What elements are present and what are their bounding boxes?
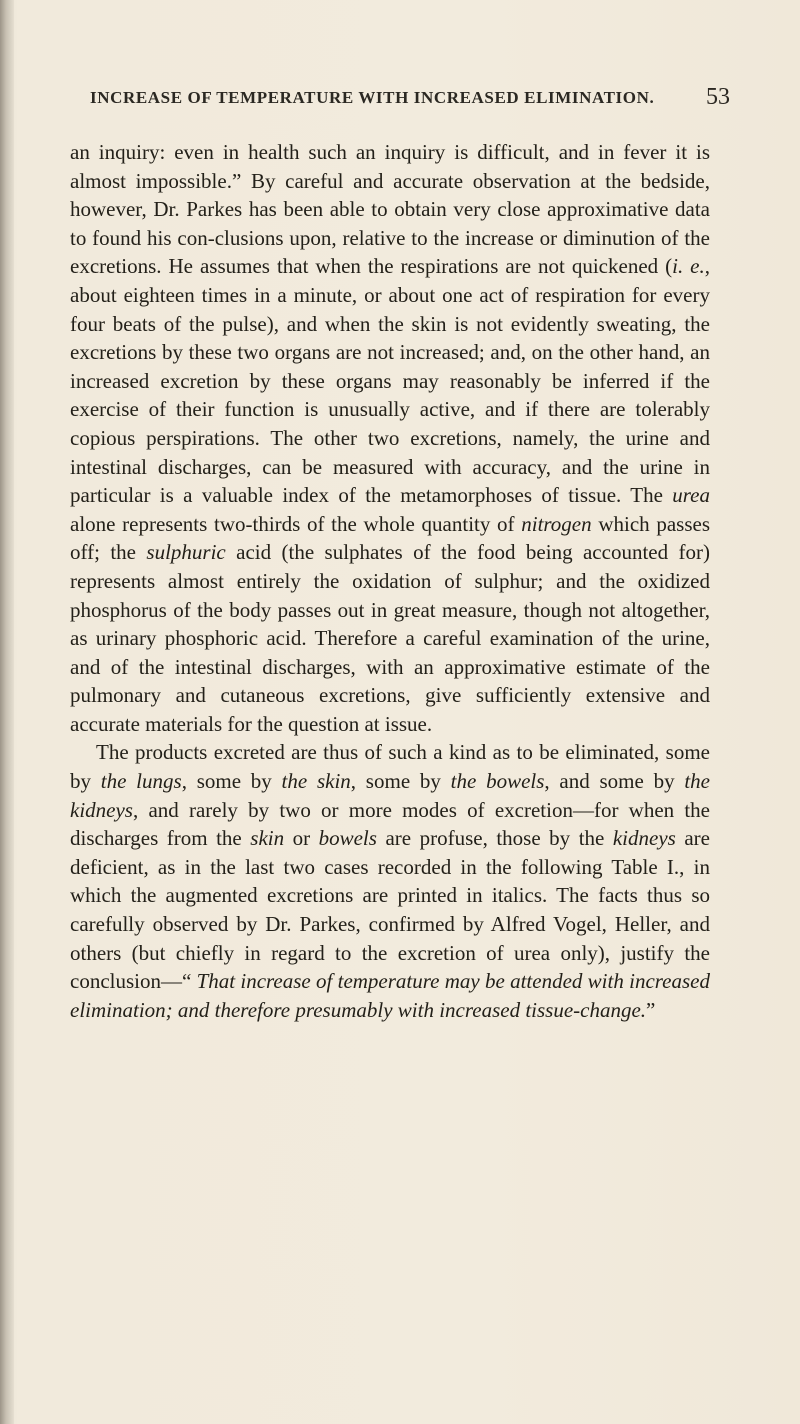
italic-text: nitrogen: [521, 511, 592, 536]
italic-text: sulphuric: [146, 540, 226, 565]
body-text: [70, 138, 710, 1024]
text-run: alone represents two-thirds of the whole quantity of: [70, 511, 522, 536]
paragraph: [70, 738, 710, 1024]
text-run: or: [284, 826, 319, 851]
italic-text: skin: [250, 826, 285, 851]
italic-text: the skin: [281, 769, 351, 794]
italic-text: the bowels: [450, 769, 545, 794]
text-run: , and some by: [544, 769, 685, 794]
running-head: INCREASE OF TEMPERATURE WITH INCREASED ELIMINATION.: [90, 88, 655, 107]
text-run: , about eighteen times in a minute, or about one act of respiration for every four beats of the pulse), and when the skin is not evidently sweating, the excretions by these two organs are not increased; and, on the other hand, an increased excretion by these organs may reasonably be inferred if the exercise of their function is unusually active, and if there are tolerably copious perspirations. The other two excretions, namely, the urine and intestinal discharges, can be measured with accuracy, and the urine in particular is a valuable index of the metamorphoses of tissue. The: [70, 254, 710, 508]
italic-text: the kidneys: [70, 769, 710, 822]
page-header: [90, 80, 730, 120]
paragraph: [70, 138, 710, 738]
italic-text: kidneys: [612, 826, 676, 851]
text-run: are profuse, those by the: [376, 826, 613, 851]
text-run: which passes off; the: [70, 511, 711, 565]
text-run: , some by: [181, 769, 282, 794]
page-binding-edge: [0, 0, 14, 1424]
italic-text: bowels: [318, 826, 377, 851]
text-run: , some by: [350, 769, 451, 794]
italic-text: i. e.: [672, 254, 705, 279]
italic-text: the lungs: [100, 769, 182, 794]
italic-text: urea: [672, 483, 710, 508]
text-run: acid (the sulphates of the food being accounted for) represents almost entirely the oxidation of sulphur; and the oxidized phosphorus of the body passes out in great measure, though not altogether, as urinary phosphoric acid. Therefore a careful examination of the urine, and of the intestinal discharges, with an approximative estimate of the pulmonary and cutaneous excretions, give sufficiently extensive and accurate materials for the question at issue.: [70, 540, 710, 736]
text-run: an inquiry: even in health such an inquiry is difficult, and in fever it is almost impossible.” By careful and accurate observation at the bedside, however, Dr. Parkes has been able to obtain very close approximative data to found his con-clusions upon, relative to the increase or diminution of the excretions. He assumes that when the respirations are not quickened (: [70, 140, 710, 279]
text-run: are deficient, as in the last two cases recorded in the following Table I., in which the augmented excretions are printed in italics. The facts thus so carefully observed by Dr. Parkes, confirmed by Alfred Vogel, Heller, and others (but chiefly in regard to the excretion of urea only), justify the conclusion—“: [70, 826, 710, 994]
italic-text: That increase of temperature may be attended with increased elimination; and therefore presumably with increased tissue-change.: [70, 969, 710, 1022]
text-run: , and rarely by two or more modes of excretion—for when the discharges from the: [70, 797, 710, 851]
text-run: ”: [646, 997, 656, 1022]
page-number: 53: [706, 84, 730, 110]
text-run: The products excreted are thus of such a kind as to be eliminated, some by: [70, 740, 710, 794]
